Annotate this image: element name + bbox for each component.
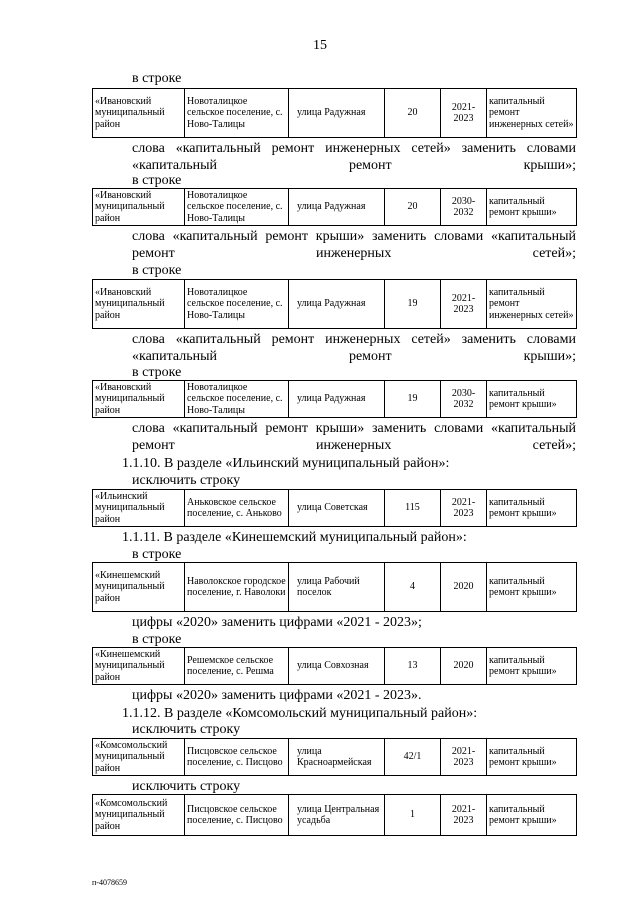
data-table-row [92,647,577,685]
cell-settlement: Аньковское сельское поселение, с. Аньково [185,490,289,527]
data-table-row [92,562,577,612]
paragraph: исключить строку [132,473,241,488]
cell-district: «Кинешемский муниципальный район [93,648,185,685]
cell-work-type: капитальный ремонт крыши» [487,648,577,685]
cell-settlement: Писцовское сельское поселение, с. Писцово [185,795,289,836]
cell-district: «Ивановский муниципальный район [93,89,185,138]
cell-district: «Кинешемский муниципальный район [93,563,185,612]
data-table-row [92,380,577,418]
cell-settlement: Писцовское сельское поселение, с. Писцово [185,739,289,776]
paragraph: исключить строку [132,722,241,737]
cell-work-type: капитальный ремонт крыши» [487,189,577,226]
cell-work-type: капитальный ремонт крыши» [487,490,577,527]
cell-work-type: капитальный ремонт крыши» [487,563,577,612]
paragraph: в строке [132,365,182,380]
cell-work-type: капитальный ремонт инженерных сетей» [487,89,577,138]
data-table-row [92,738,577,776]
cell-street: улица Совхозная [289,648,385,685]
cell-settlement: Новоталицкое сельское поселение, с. Ново-Талицы [185,381,289,418]
cell-district: «Ивановский муниципальный район [93,280,185,329]
cell-street: улица Советская [289,490,385,527]
paragraph: слова «капитальный ремонт крыши» заменить словами «капитальный ремонт инженерных сетей»; [132,229,576,261]
cell-street: улица Радужная [289,189,385,226]
section-heading: 1.1.12. В разделе «Комсомольский муниципальный район»: [122,706,478,721]
cell-house: 20 [385,89,441,138]
cell-house: 19 [385,280,441,329]
paragraph: в строке [132,173,182,188]
cell-district: «Комсомольский муниципальный район [93,739,185,776]
cell-street: улица Радужная [289,381,385,418]
paragraph: в строке [132,71,182,86]
cell-years: 2021-2023 [441,490,487,527]
cell-years: 2020 [441,648,487,685]
cell-district: «Ильинский муниципальный район [93,490,185,527]
data-table-row [92,794,577,836]
cell-house: 4 [385,563,441,612]
paragraph: цифры «2020» заменить цифрами «2021 - 2023». [132,688,422,703]
page-number: 15 [313,38,327,53]
data-table-row [92,279,577,329]
document-code: п-4078659 [92,878,127,887]
paragraph: слова «капитальный ремонт инженерных сетей» заменить словами «капитальный ремонт крыши»; [132,332,576,364]
cell-house: 42/1 [385,739,441,776]
cell-years: 2021-2023 [441,795,487,836]
cell-settlement: Новоталицкое сельское поселение, с. Ново-Талицы [185,189,289,226]
cell-street: улица Красноармейская [289,739,385,776]
data-table-row [92,489,577,527]
cell-work-type: капитальный ремонт крыши» [487,739,577,776]
paragraph: исключить строку [132,779,241,794]
cell-district: «Ивановский муниципальный район [93,189,185,226]
section-heading: 1.1.11. В разделе «Кинешемский муниципальный район»: [122,530,467,545]
cell-house: 13 [385,648,441,685]
section-heading: 1.1.10. В разделе «Ильинский муниципальный район»: [122,456,450,471]
cell-district: «Ивановский муниципальный район [93,381,185,418]
paragraph: слова «капитальный ремонт крыши» заменить словами «капитальный ремонт инженерных сетей»; [132,421,576,453]
paragraph: слова «капитальный ремонт инженерных сетей» заменить словами «капитальный ремонт крыши»; [132,141,576,173]
cell-work-type: капитальный ремонт крыши» [487,795,577,836]
cell-street: улица Радужная [289,280,385,329]
cell-settlement: Решемское сельское поселение, с. Решма [185,648,289,685]
cell-years: 2030-2032 [441,381,487,418]
cell-street: улица Радужная [289,89,385,138]
cell-settlement: Наволокское городское поселение, г. Наволоки [185,563,289,612]
cell-years: 2021-2023 [441,89,487,138]
cell-house: 1 [385,795,441,836]
cell-house: 19 [385,381,441,418]
cell-years: 2020 [441,563,487,612]
paragraph: в строке [132,547,182,562]
cell-work-type: капитальный ремонт инженерных сетей» [487,280,577,329]
cell-years: 2021-2023 [441,280,487,329]
paragraph: в строке [132,263,182,278]
cell-house: 115 [385,490,441,527]
paragraph: цифры «2020» заменить цифрами «2021 - 2023»; [132,615,422,630]
data-table-row [92,88,577,138]
cell-years: 2030-2032 [441,189,487,226]
cell-district: «Комсомольский муниципальный район [93,795,185,836]
cell-years: 2021-2023 [441,739,487,776]
cell-settlement: Новоталицкое сельское поселение, с. Ново-Талицы [185,280,289,329]
paragraph: в строке [132,632,182,647]
cell-street: улица Рабочий поселок [289,563,385,612]
cell-street: улица Центральная усадьба [289,795,385,836]
cell-house: 20 [385,189,441,226]
data-table-row [92,188,577,226]
cell-work-type: капитальный ремонт крыши» [487,381,577,418]
cell-settlement: Новоталицкое сельское поселение, с. Ново-Талицы [185,89,289,138]
